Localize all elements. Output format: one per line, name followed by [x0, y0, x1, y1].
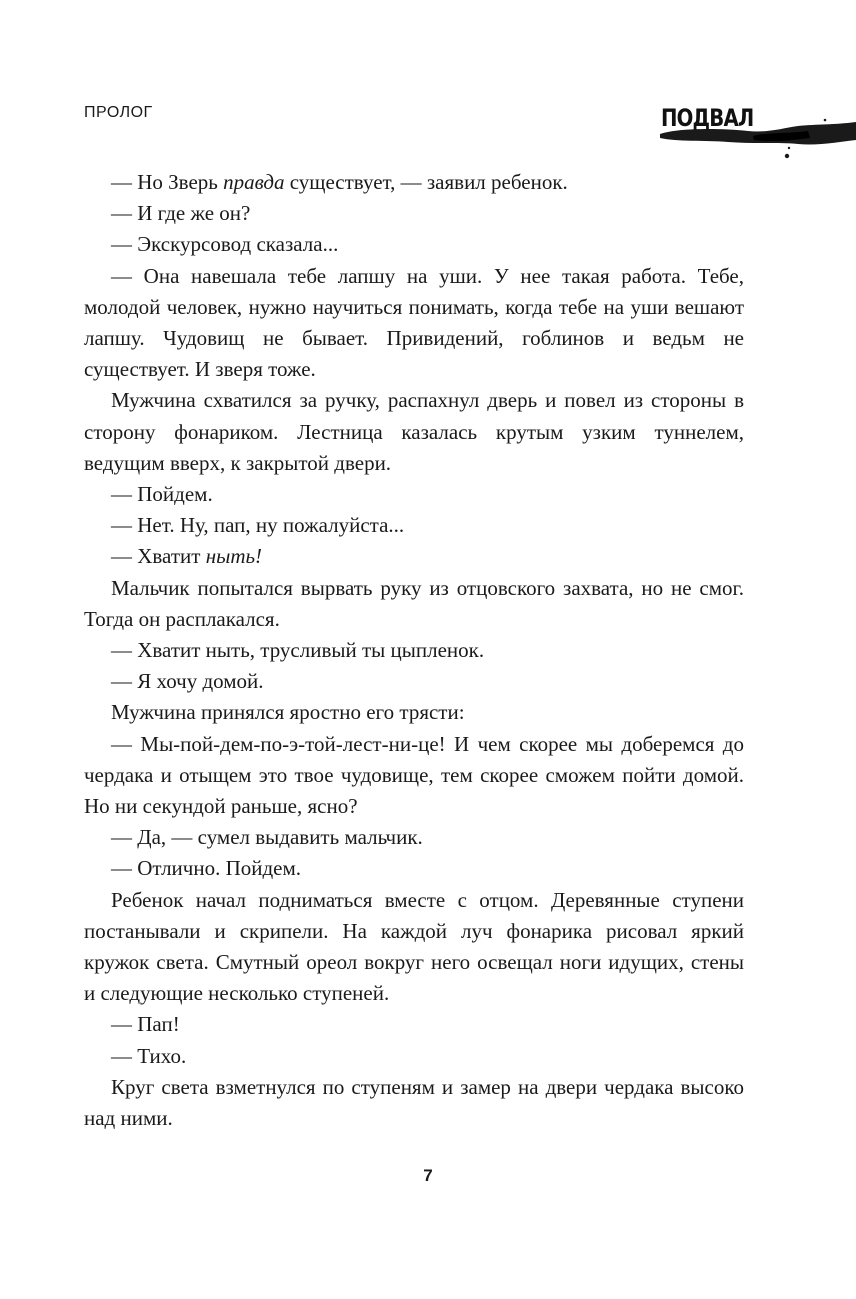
paragraph: — Мы-пой-дем-по-э-той-лест-ни-це! И чем скорее мы доберемся до чердака и отыщем это твое чудовище, тем скорее сможем пойти домой. Но ни секундой раньше, ясно? [84, 731, 744, 819]
paragraph: — Пойдем. [111, 482, 213, 507]
paragraph: — Тихо. [111, 1043, 187, 1068]
paragraph: Мужчина принялся яростно его трясти: [111, 700, 465, 725]
paragraph: — Экскурсовод сказала... [111, 232, 339, 257]
paragraph: — Хватит ныть! [111, 544, 263, 569]
paragraph: Круг света взметнулся по ступеням и замер на двери чердака высоко над ними. [84, 1074, 744, 1131]
logo-text: ПОДВАЛ [661, 104, 754, 132]
running-header-chapter: ПРОЛОГ [84, 104, 153, 121]
paragraph: — Нет. Ну, пап, ну пожалуйста... [111, 513, 405, 538]
body-text [84, 167, 744, 1134]
paragraph: — Хватит ныть, трусливый ты цыпленок. [111, 638, 485, 663]
paragraph: — Но Зверь правда существует, — заявил ребенок. [111, 170, 568, 194]
paragraph: Ребенок начал подниматься вместе с отцом. Деревянные ступени постанывали и скрипели. На каждой луч фонарика рисовал яркий кружок света. Смутный ореол вокруг него освещал ноги идущих, стены и следующие несколько ступеней. [84, 887, 744, 1006]
paragraph: — Я хочу домой. [111, 669, 264, 694]
book-logo [658, 98, 856, 168]
paragraph: — И где же он? [111, 201, 251, 226]
page-number: 7 [423, 1166, 433, 1185]
paragraph: — Она навешала тебе лапшу на уши. У нее такая работа. Тебе, молодой человек, нужно научиться понимать, когда тебе на уши вешают лапшу. Чудовищ не бывает. Привидений, гоблинов и ведьм не существует. И зверя тоже. [84, 263, 744, 382]
paragraph: — Пап! [111, 1012, 180, 1037]
paragraph: Мужчина схватился за ручку, распахнул дверь и повел из стороны в сторону фонариком. Лестница казалась крутым узким туннелем, ведущим вверх, к закрытой двери. [84, 388, 744, 475]
paragraph: Мальчик попытался вырвать руку из отцовского захвата, но не смог. Тогда он расплакался. [84, 575, 744, 631]
paragraph: — Отлично. Пойдем. [111, 856, 302, 881]
paragraph: — Да, — сумел выдавить мальчик. [111, 825, 423, 850]
